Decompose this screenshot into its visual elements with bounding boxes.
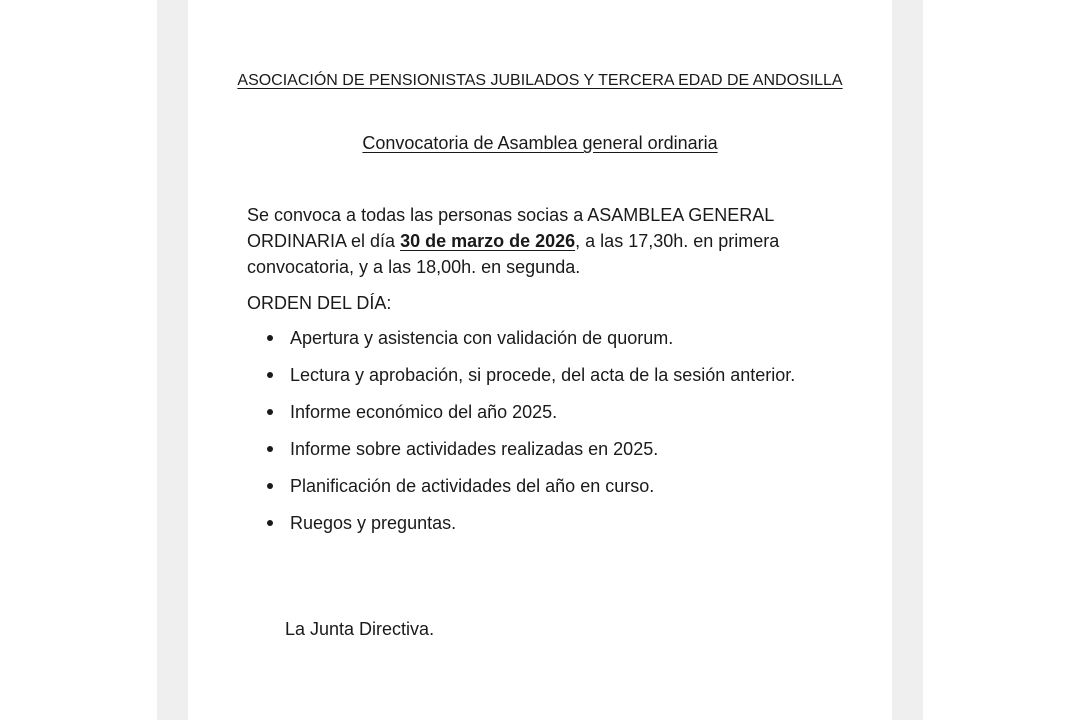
bullet-icon [267, 520, 273, 526]
agenda-item [267, 510, 795, 547]
agenda-item-text: Informe sobre actividades realizadas en 2025. [290, 439, 659, 459]
bullet-icon [267, 483, 273, 489]
organization-title: ASOCIACIÓN DE PENSIONISTAS JUBILADOS Y TERCERA EDAD DE ANDOSILLA [237, 72, 843, 89]
agenda-item [267, 436, 795, 473]
document-title: Convocatoria de Asamblea general ordinaria [362, 133, 718, 153]
bullet-icon [267, 446, 273, 452]
agenda-heading: ORDEN DEL DÍA: [247, 293, 392, 313]
bullet-icon [267, 335, 273, 341]
intro-text-after-date: , a las 17,30h. en primera convocatoria, y a las 18,00h. en segunda. [247, 231, 780, 277]
signature: La Junta Directiva. [285, 619, 435, 639]
document-page [188, 0, 892, 720]
right-margin-strip [892, 0, 923, 720]
agenda-list [267, 325, 795, 547]
meeting-date: 30 de marzo de 2026 [400, 231, 576, 251]
agenda-item [267, 325, 795, 362]
intro-text-before-date: Se convoca a todas las personas socias a ASAMBLEA GENERAL ORDINARIA el día [247, 205, 774, 251]
agenda-item [267, 399, 795, 436]
agenda-item [267, 362, 795, 399]
intro-paragraph [247, 202, 847, 280]
agenda-item [267, 473, 795, 510]
agenda-item-text: Ruegos y preguntas. [290, 513, 457, 533]
bullet-icon [267, 409, 273, 415]
agenda-item-text: Apertura y asistencia con validación de quorum. [290, 328, 674, 348]
agenda-item-text: Planificación de actividades del año en curso. [290, 476, 655, 496]
agenda-item-text: Lectura y aprobación, si procede, del acta de la sesión anterior. [290, 365, 796, 385]
agenda-item-text: Informe económico del año 2025. [290, 402, 558, 422]
left-margin-strip [157, 0, 188, 720]
bullet-icon [267, 372, 273, 378]
